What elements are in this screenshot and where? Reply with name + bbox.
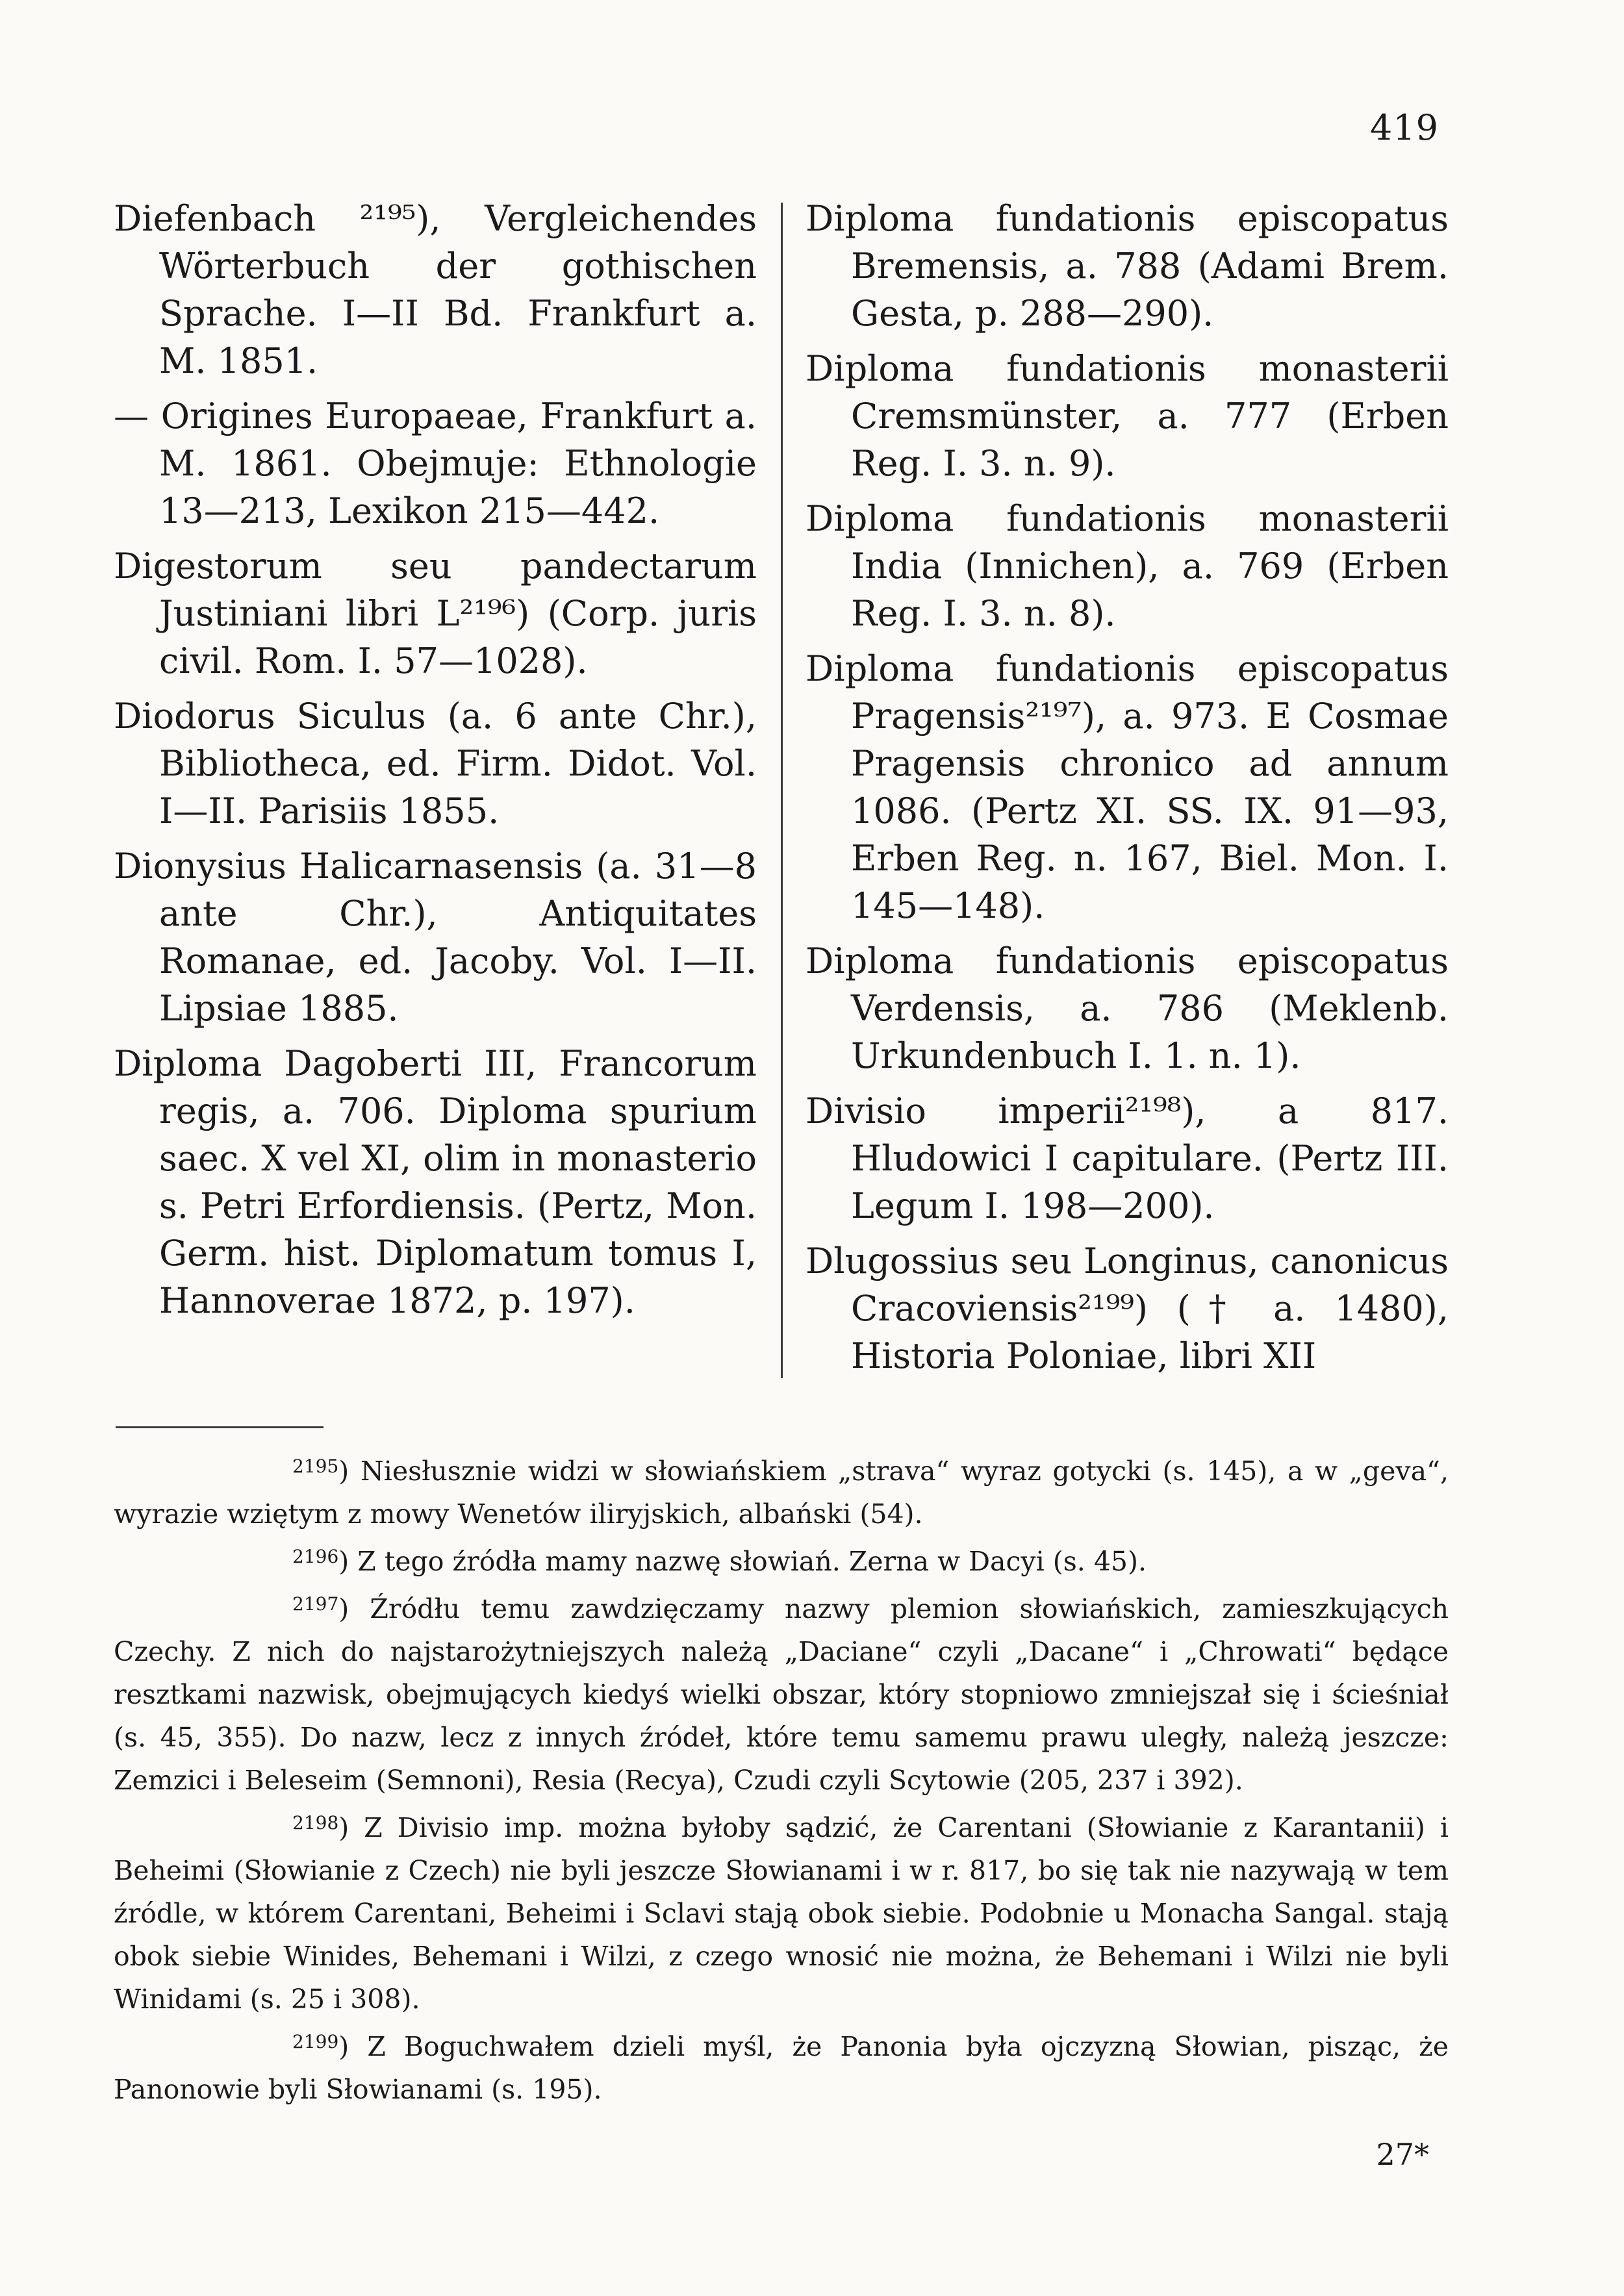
- footnote-text: Źródłu temu zawdzięczamy nazwy plemion słowiańskich, zamieszkujących Czechy. Z nich do najstarożytniejszych należą „Daciane“ czyli „Dacane“ i „Chrowati“ będące resztkami nazwisk, obejmujących kiedyś wielki obszar, który stopniowo zmniejszał się i ścieśniał (s. 45, 355). Do nazw, lecz z innych źródeł, które temu samemu prawu uległy, należą jeszcze: Zemzici i Beleseim (Semnoni), Resia (Recya), Czudi czyli Scytowie (205, 237 i 392).: [114, 1593, 1449, 1796]
- entry: Divisio imperii²¹⁹⁸), a 817. Hludowici I capitulare. (Pertz III. Legum I. 198—200).: [806, 1091, 1449, 1226]
- entry: Dionysius Halicarnasensis (a. 31—8 ante Chr.), Antiquitates Romanae, ed. Jacoby. Vol. I—II. Lipsiae 1885.: [114, 846, 757, 1029]
- entry: Diploma fundationis episcopatus Verdensis, a. 786 (Meklenb. Urkundenbuch I. 1. n. 1).: [806, 940, 1449, 1076]
- footnote-text: Z tego źródła mamy nazwę słowiań. Zerna w Dacyi (s. 45).: [357, 1546, 1147, 1577]
- entry: Digestorum seu pandectarum Justiniani libri L²¹⁹⁶) (Corp. juris civil. Rom. I. 57—1028).: [114, 546, 757, 681]
- footnote-mark: 2196: [292, 1546, 339, 1567]
- footnote-text: Z Boguchwałem dzieli myśl, że Panonia była ojczyzną Słowian, pisząc, że Panonowie byli Słowianami (s. 195).: [114, 2031, 1449, 2105]
- footnote-text: Z Divisio imp. można byłoby sądzić, że Carentani (Słowianie z Karantanii) i Beheimi (Słowianie z Czech) nie byli jeszcze Słowianami i w r. 817, bo się tak nie nazywają w tem źródle, w którem Carentani, Beheimi i Sclavi stają obok siebie. Podobnie u Monacha Sangal. stają obok siebie Winides, Behemani i Wilzi, z czego wnosić nie można, że Behemani i Wilzi nie byli Winidami (s. 25 i 308).: [114, 1812, 1449, 2015]
- page-number: 419: [1369, 107, 1439, 148]
- entry: Diploma Dagoberti III, Francorum regis, a. 706. Diploma spurium saec. X vel XI, olim in monasterio s. Petri Erfordiensis. (Pertz, Mon. Germ. hist. Diplomatum tomus I, Hannoverae 1872, p. 197).: [114, 1043, 757, 1321]
- footnote-text: Niesłusznie widzi w słowiańskiem „strava“ wyraz gotycki (s. 145), a w „geva“, wyrazie wziętym z mowy Wenetów iliryjskich, albański (54).: [114, 1456, 1449, 1530]
- footnote: $^{2195}$) Niesłusznie widzi w słowiańskiem „strava“ wyraz gotycki (s. 145), a w „geva“, wyrazie wziętym z mowy Wenetów iliryjskich, albański (54).: [114, 1456, 1449, 1530]
- footnote: $^{2196}$) Z tego źródła mamy nazwę słowiań. Zerna w Dacyi (s. 45).: [292, 1546, 1147, 1577]
- footnote: $^{2197}$) Źródłu temu zawdzięczamy nazwy plemion słowiańskich, zamieszkujących Czechy. Z nich do najstarożytniejszych należą „Daciane“ czyli „Dacane“ i „Chrowati“ będące resztkami nazwisk, obejmujących kiedyś wielki obszar, który stopniowo zmniejszał się i ścieśniał (s. 45, 355). Do nazw, lecz z innych źródeł, które temu samemu prawu uległy, należą jeszcze: Zemzici i Beleseim (Semnoni), Resia (Recya), Czudi czyli Scytowie (205, 237 i 392).: [114, 1593, 1449, 1796]
- footnotes: [114, 1445, 1449, 2111]
- footnote-mark: 2199: [292, 2031, 339, 2052]
- entry: Diefenbach ²¹⁹⁵), Vergleichendes Wörterbuch der gothischen Sprache. I—II Bd. Frankfurt a. M. 1851.: [114, 198, 757, 381]
- entry: Diploma fundationis episcopatus Bremensis, a. 788 (Adami Brem. Gesta, p. 288—290).: [806, 198, 1449, 334]
- two-column-body: [114, 195, 1449, 1383]
- right-column: [806, 195, 1449, 1387]
- footnote-divider: [116, 1426, 324, 1428]
- entry: Dlugossius seu Longinus, canonicus Cracoviensis²¹⁹⁹) († a. 1480), Historia Poloniae, libri XII: [806, 1241, 1449, 1376]
- column-divider: [781, 203, 783, 1378]
- footnote-mark: 2198: [292, 1812, 339, 1834]
- entry: Diodorus Siculus (a. 6 ante Chr.), Bibliotheca, ed. Firm. Didot. Vol. I—II. Parisiis 1855.: [114, 696, 757, 831]
- footnote: $^{2198}$) Z Divisio imp. można byłoby sądzić, że Carentani (Słowianie z Karantanii) i Beheimi (Słowianie z Czech) nie byli jeszcze Słowianami i w r. 817, bo się tak nie nazywają w tem źródle, w którem Carentani, Beheimi i Sclavi stają obok siebie. Podobnie u Monacha Sangal. stają obok siebie Winides, Behemani i Wilzi, z czego wnosić nie można, że Behemani i Wilzi nie byli Winidami (s. 25 i 308).: [114, 1812, 1449, 2015]
- footnote-mark: 2195: [292, 1456, 339, 1477]
- signature-mark: 27*: [1376, 2137, 1429, 2172]
- entry: Diploma fundationis monasterii India (Innichen), a. 769 (Erben Reg. I. 3. n. 8).: [806, 498, 1449, 634]
- footnote: $^{2199}$) Z Boguchwałem dzieli myśl, że Panonia była ojczyzną Słowian, pisząc, że Panonowie byli Słowianami (s. 195).: [114, 2031, 1449, 2105]
- entry: Diploma fundationis episcopatus Pragensis²¹⁹⁷), a. 973. E Cosmae Pragensis chronico ad annum 1086. (Pertz XI. SS. IX. 91—93, Erben Reg. n. 167, Biel. Mon. I. 145—148).: [806, 648, 1449, 926]
- entry: Diploma fundationis monasterii Cremsmünster, a. 777 (Erben Reg. I. 3. n. 9).: [806, 348, 1449, 484]
- footnote-mark: 2197: [292, 1593, 339, 1615]
- left-column: [114, 195, 757, 1332]
- entry: — Origines Europaeae, Frankfurt a. M. 1861. Obejmuje: Ethnologie 13—213, Lexikon 215—442.: [114, 396, 757, 531]
